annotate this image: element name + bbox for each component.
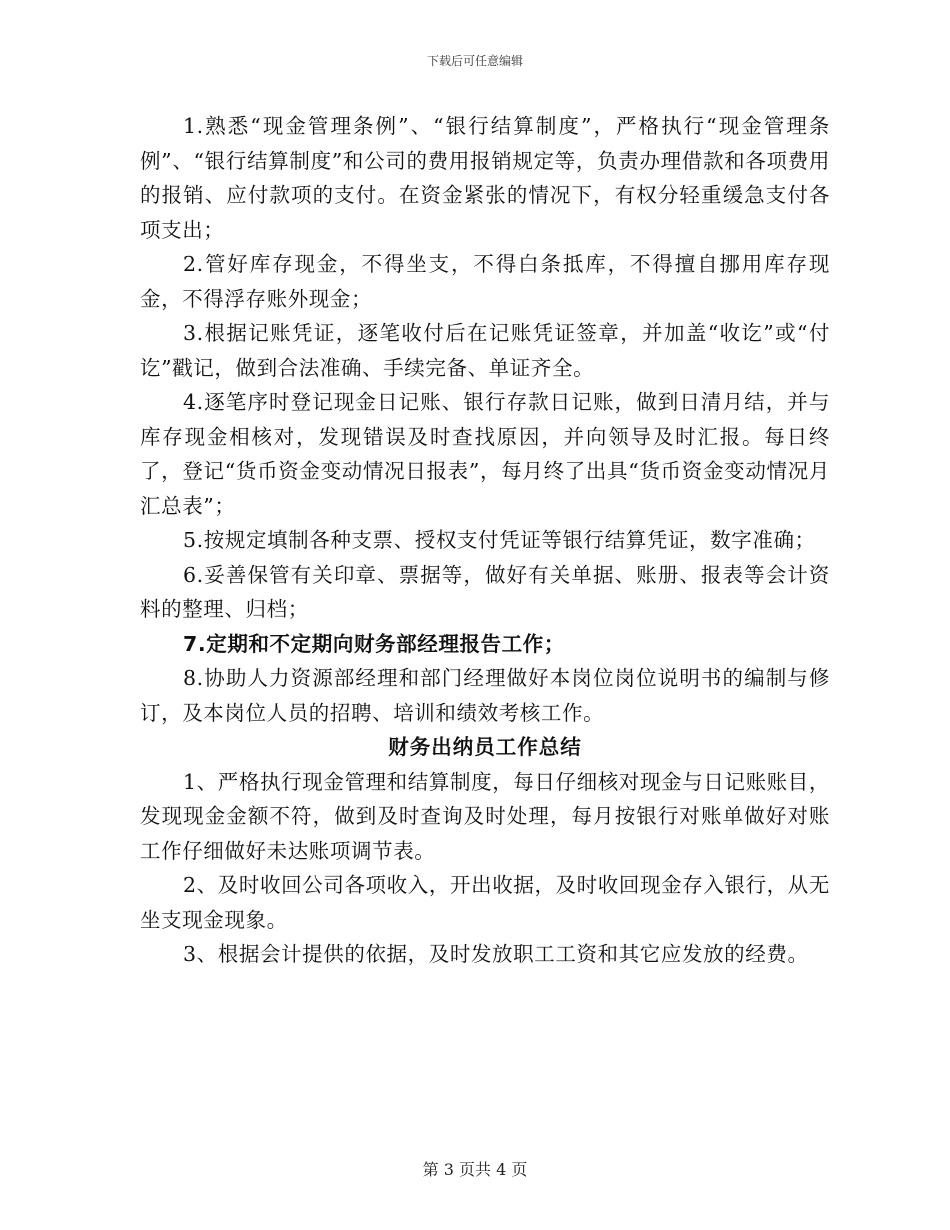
page-header: 下载后可任意编辑 xyxy=(426,54,523,68)
duty-item-6: 6.妥善保管有关印章、票据等，做好有关单据、账册、报表等会计资料的整理、归档； xyxy=(140,562,830,621)
duty-item-7: 7.定期和不定期向财务部经理报告工作； xyxy=(183,631,565,656)
duty-item-2: 2.管好库存现金，不得坐支，不得白条抵库，不得擅自挪用库存现金，不得浮存账外现金； xyxy=(140,252,830,311)
summary-item-2: 2、及时收回公司各项收入，开出收据，及时收回现金存入银行，从无坐支现金现象。 xyxy=(140,873,830,932)
duty-item-5: 5.按规定填制各种支票、授权支付凭证等银行结算凭证，数字准确； xyxy=(183,528,816,552)
summary-item-1: 1、严格执行现金管理和结算制度，每日仔细核对现金与日记账账目，发现现金金额不符，做到及时查询及时处理，每月按银行对账单做好对账工作仔细做好未达账项调节表。 xyxy=(140,769,830,863)
duty-item-4: 4.逐笔序时登记现金日记账、银行存款日记账，做到日清月结，并与库存现金相核对，发现错误及时查找原因，并向领导及时汇报。每日终了，登记“货币资金变动情况日报表”，每月终了出具“货币资金变动情况月汇总表”； xyxy=(140,390,830,518)
summary-title: 财务出纳员工作总结 xyxy=(388,735,582,759)
duty-item-8: 8.协助人力资源部经理和部门经理做好本岗位岗位说明书的编制与修订，及本岗位人员的招聘、培训和绩效考核工作。 xyxy=(140,666,830,725)
summary-item-3: 3、根据会计提供的依据，及时发放职工工资和其它应发放的经费。 xyxy=(183,942,809,966)
duty-item-1: 1.熟悉“现金管理条例”、“银行结算制度”，严格执行“现金管理条例”、“银行结算制度”和公司的费用报销规定等，负责办理借款和各项费用的报销、应付款项的支付。在资金紧张的情况下，有权分轻重缓急支付各项支出； xyxy=(140,114,830,242)
page-footer: 第 3 页共 4 页 xyxy=(422,1160,528,1179)
duty-item-3: 3.根据记账凭证，逐笔收付后在记账凭证签章，并加盖“收讫”或“付讫”戳记，做到合法准确、手续完备、单证齐全。 xyxy=(140,321,830,380)
document-body xyxy=(140,109,830,972)
